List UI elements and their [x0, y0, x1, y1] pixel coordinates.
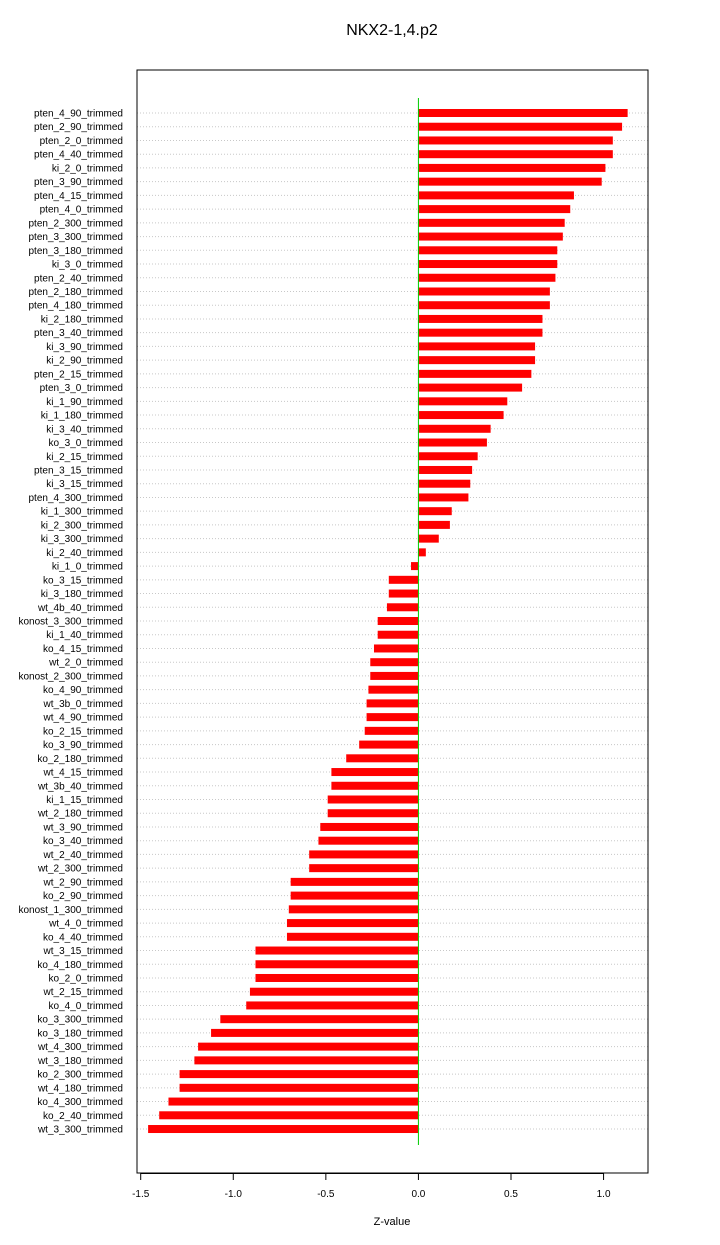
bar [418, 301, 549, 309]
bar [320, 823, 418, 831]
x-tick-label: -1.5 [132, 1189, 150, 1200]
category-label: ki_3_15_trimmed [46, 479, 123, 491]
bar [411, 562, 418, 570]
bar [418, 342, 535, 350]
category-label: pten_3_90_trimmed [34, 177, 123, 189]
category-label: ko_4_0_trimmed [48, 1000, 123, 1012]
bar [255, 947, 418, 955]
bar [328, 796, 419, 804]
category-label: pten_4_0_trimmed [39, 204, 123, 216]
bar [291, 892, 419, 900]
x-tick-label: 0.0 [411, 1189, 426, 1200]
category-label: ki_2_180_trimmed [40, 314, 123, 326]
bar [194, 1056, 418, 1064]
category-label: ko_2_0_trimmed [48, 973, 123, 985]
category-label: pten_3_0_trimmed [39, 383, 123, 395]
category-label: pten_4_40_trimmed [34, 149, 123, 161]
category-label: pten_4_90_trimmed [34, 108, 123, 120]
category-label: ko_4_90_trimmed [42, 685, 123, 697]
bar [346, 754, 418, 762]
category-label: pten_2_180_trimmed [28, 286, 123, 298]
bar [378, 617, 419, 625]
bar [365, 727, 419, 735]
bar [418, 136, 612, 144]
bar [418, 219, 564, 227]
category-label: konost_1_300_trimmed [18, 904, 123, 916]
category-label: wt_4b_40_trimmed [37, 602, 123, 614]
bar [418, 411, 503, 419]
bar [309, 850, 418, 858]
category-label: pten_4_300_trimmed [28, 492, 123, 504]
bar [359, 741, 418, 749]
x-tick-label: 0.5 [504, 1189, 518, 1200]
category-label: wt_2_300_trimmed [37, 863, 123, 875]
bar [198, 1043, 418, 1051]
bar [148, 1125, 418, 1133]
x-tick-label: -0.5 [317, 1189, 335, 1200]
category-label: ki_2_0_trimmed [51, 163, 123, 175]
category-label: wt_3_15_trimmed [43, 946, 123, 958]
category-label: ko_3_0_trimmed [48, 438, 123, 450]
bar [367, 713, 419, 721]
category-label: ki_2_40_trimmed [46, 547, 123, 559]
bar [418, 150, 612, 158]
bar [387, 603, 418, 611]
bar [389, 590, 419, 598]
category-label: wt_3_300_trimmed [37, 1124, 123, 1136]
category-label: ki_1_90_trimmed [46, 396, 123, 408]
bar [418, 287, 549, 295]
category-label: ki_1_0_trimmed [51, 561, 123, 573]
category-label: pten_2_90_trimmed [34, 122, 123, 134]
category-label: ko_3_15_trimmed [42, 575, 123, 587]
bar [418, 191, 574, 199]
bar [418, 384, 522, 392]
category-label: pten_2_15_trimmed [34, 369, 123, 381]
x-tick-label: -1.0 [224, 1189, 242, 1200]
bar [374, 644, 418, 652]
bar [418, 548, 425, 556]
category-label: wt_3_90_trimmed [43, 822, 123, 834]
bar [220, 1015, 418, 1023]
category-label: ki_1_180_trimmed [40, 410, 123, 422]
category-label: wt_4_300_trimmed [37, 1042, 123, 1054]
category-label: wt_4_15_trimmed [43, 767, 123, 779]
bar [328, 809, 419, 817]
category-label: ko_3_180_trimmed [37, 1028, 123, 1040]
category-label: wt_3b_40_trimmed [37, 781, 123, 793]
category-label: ko_2_90_trimmed [42, 891, 123, 903]
category-label: ko_3_90_trimmed [42, 740, 123, 752]
bar [370, 658, 418, 666]
category-label: konost_2_300_trimmed [18, 671, 123, 683]
bar [418, 493, 468, 501]
x-tick-label: 1.0 [596, 1189, 611, 1200]
category-label: wt_2_180_trimmed [37, 808, 123, 820]
category-label: ki_3_300_trimmed [40, 534, 123, 546]
category-label: ko_4_15_trimmed [42, 643, 123, 655]
bar [418, 397, 507, 405]
bar [370, 672, 418, 680]
bars [148, 109, 628, 1133]
bar [318, 837, 418, 845]
bar [418, 439, 487, 447]
category-label: pten_3_300_trimmed [28, 232, 123, 244]
category-label: pten_3_40_trimmed [34, 328, 123, 340]
category-label: ko_4_180_trimmed [37, 959, 123, 971]
category-label: ki_2_90_trimmed [46, 355, 123, 367]
category-label: pten_3_15_trimmed [34, 465, 123, 477]
bar [255, 974, 418, 982]
category-label: wt_2_15_trimmed [43, 987, 123, 999]
bar [418, 370, 531, 378]
bar [180, 1084, 419, 1092]
x-axis [132, 1173, 611, 1200]
category-label: ko_2_180_trimmed [37, 753, 123, 765]
category-label: wt_2_90_trimmed [43, 877, 123, 889]
bar [291, 878, 419, 886]
bar [418, 466, 472, 474]
category-label: pten_2_40_trimmed [34, 273, 123, 285]
category-label: ko_3_40_trimmed [42, 836, 123, 848]
bar [418, 356, 535, 364]
category-labels [18, 109, 123, 1136]
bar [418, 452, 477, 460]
bar [180, 1070, 419, 1078]
bar [418, 178, 601, 186]
bar [159, 1111, 418, 1119]
bar [418, 260, 557, 268]
bar [331, 782, 418, 790]
category-label: ko_4_40_trimmed [42, 932, 123, 944]
category-label: wt_4_180_trimmed [37, 1083, 123, 1095]
x-axis-label: Z-value [373, 1216, 411, 1228]
category-label: ki_3_40_trimmed [46, 424, 123, 436]
bar [418, 329, 542, 337]
category-label: ki_3_0_trimmed [51, 259, 123, 271]
category-label: pten_2_300_trimmed [28, 218, 123, 230]
bar [255, 960, 418, 968]
bar [418, 164, 605, 172]
category-label: wt_2_0_trimmed [49, 657, 123, 669]
category-label: ki_3_180_trimmed [40, 589, 123, 601]
category-label: ki_2_15_trimmed [46, 451, 123, 463]
category-label: ko_3_300_trimmed [37, 1014, 123, 1026]
bar [418, 480, 470, 488]
bar [246, 1001, 418, 1009]
bar [250, 988, 418, 996]
bar [418, 246, 557, 254]
bar [309, 864, 418, 872]
bar [418, 535, 438, 543]
bar [211, 1029, 418, 1037]
bar [418, 521, 449, 529]
bar [418, 109, 627, 117]
category-label: pten_4_180_trimmed [28, 300, 123, 312]
bar [331, 768, 418, 776]
category-label: ki_2_300_trimmed [40, 520, 123, 532]
bar [418, 123, 622, 131]
category-label: konost_3_300_trimmed [18, 616, 123, 628]
bar [287, 919, 418, 927]
bar [418, 315, 542, 323]
category-label: pten_3_180_trimmed [28, 245, 123, 257]
bar [418, 507, 451, 515]
bar [368, 686, 418, 694]
category-label: ki_1_40_trimmed [46, 630, 123, 642]
bar [418, 425, 490, 433]
category-label: ko_2_15_trimmed [42, 726, 123, 738]
bar [168, 1098, 418, 1106]
category-label: wt_3_180_trimmed [37, 1055, 123, 1067]
bar [418, 205, 570, 213]
bar [389, 576, 419, 584]
category-label: ki_1_300_trimmed [40, 506, 123, 518]
category-label: ki_3_90_trimmed [46, 341, 123, 353]
category-label: wt_4_0_trimmed [49, 918, 123, 930]
bar [418, 233, 562, 241]
bar [367, 699, 419, 707]
bar [418, 274, 555, 282]
category-label: pten_2_0_trimmed [39, 135, 123, 147]
category-label: ki_1_15_trimmed [46, 795, 123, 806]
category-label: pten_4_15_trimmed [34, 190, 123, 202]
category-label: ko_4_300_trimmed [37, 1097, 123, 1109]
category-label: wt_3b_0_trimmed [43, 698, 123, 710]
category-label: wt_4_90_trimmed [43, 712, 123, 724]
category-label: wt_2_40_trimmed [43, 849, 123, 861]
bar [378, 631, 419, 639]
bar [287, 933, 418, 941]
chart-title: NKX2-1,4.p2 [346, 22, 438, 39]
category-label: ko_2_300_trimmed [37, 1069, 123, 1081]
category-label: ko_2_40_trimmed [42, 1110, 123, 1122]
bar [289, 905, 419, 913]
